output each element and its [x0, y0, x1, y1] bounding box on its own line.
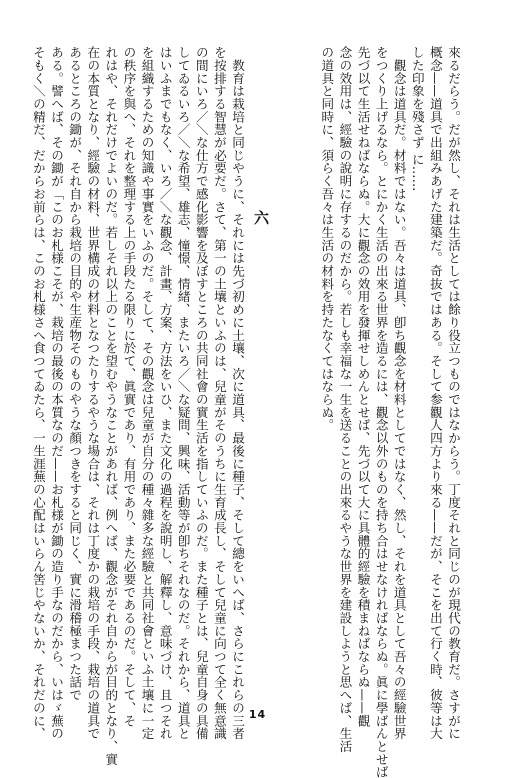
- text-column: の道具と同時に、須らく吾々は生活の材料を持たなくてはならぬ。: [319, 46, 335, 432]
- text-column: を組織するための知識や事實をいふのだ。そして、その觀念は兒童が自分の種々雜多な經驗と共同社會といふ土壤に一定: [139, 46, 155, 740]
- text-column: 先づ以て生活せねばならぬ。大に觀念の效用を發揮せしめんとせば、先づ以て大に具體的經驗を積まねばならぬ——觀: [355, 46, 371, 728]
- text-column: そもく＼の精だ、だからお前らは、このお札様さへ食つてゐたら、一生涯蕪の心配はいらん筈じやないか、それだのに、: [30, 46, 46, 740]
- text-column: をつくり上げるなら。とにかく生活の出來る世界を造るには、觀念以外のものを持ち合はせなければならぬ。眞に學ばんとせば: [373, 46, 389, 778]
- text-column: 來るだらう。だが然し、それは生活としては餘り役立つものではなからう。丁度それと同じのが現代の教育だ。さすがに: [446, 46, 461, 740]
- text-column: を按排する智慧が必要だ。さて、第一の土壤といふのは、兒童がそのうちに生育成長し、そして兒童に向つて全く無意識: [211, 46, 227, 740]
- text-column: の間にいろ／＼な仕方で感化影響を及ぼすところの共同社會の實生活を指していふのだ。また種子とは、兒童自身の具備: [193, 46, 209, 740]
- text-column: 教育は栽培と同じやうに、それには先づ初めに土壤、次に道具、最後に種子、そして總をいへば、さらにこれらの三者: [230, 46, 245, 740]
- text-column: あるところの鋤が、それ自から栽培の目的や生産物そのものやうな顏つきをすると同じく、實に滑稽極まつた話で: [67, 46, 83, 702]
- text-column: 在の本質となり、經驗の材料、世界構成の材料となつたりするやうな場合は、それは丁度かの栽培の手段、栽培の道具で: [85, 46, 101, 740]
- text-column: はいふまでもなく、いろ／＼な觀念、計畫、方案、方法をいひ、また文化の過程を說明し、解釋し、意味づけ、且つそれ: [157, 46, 173, 740]
- lower-paragraph-block: [30, 46, 246, 766]
- text-column: 念の效用は、經驗の說明に存するのだから。若しも幸福な一生を送ることの出來るやうな世界を建設しようと思へば、生活: [337, 46, 353, 753]
- text-column: れはや、それだけでよいのだ。若しそれ以上のことを望むやうなことがあれば、例へば、觀念がそれ自からが目的となり、實: [103, 46, 119, 766]
- page-number: 14: [248, 708, 267, 721]
- section-heading: 六: [252, 210, 270, 226]
- text-column: してゐるいろ／＼な希望、雄志、憧憬、情緖、またいろ／＼な疑問、興味、活動等が卽ちそれなのだ。それから、道具と: [175, 46, 191, 740]
- text-column: した印象を殘さず に……: [409, 46, 425, 192]
- upper-paragraph-block: [280, 46, 462, 778]
- text-column: の秩序を與へ、それを整理する上の手段たる限りに於て、眞實であり、有用であり、また必要であるのだ。そして、そ: [121, 46, 137, 728]
- text-column: 觀念は道具だ。材料ではない。吾々は道具、卽ち觀念を材料としてではなく、然し、それを道具として吾々の經驗世界: [391, 46, 407, 740]
- text-column: 概念——道具で出組みあげた建築だ。奇抜ではある。そして参觀人四方より來る——だが、そこを出て行く時、彼等は大: [427, 46, 443, 740]
- text-column: ある。譬へば、その鋤が「このお札様こそが、栽培の最後の本質なのだ——お札様が鋤の造り手なのだから、いはゞ蕪の: [49, 46, 65, 740]
